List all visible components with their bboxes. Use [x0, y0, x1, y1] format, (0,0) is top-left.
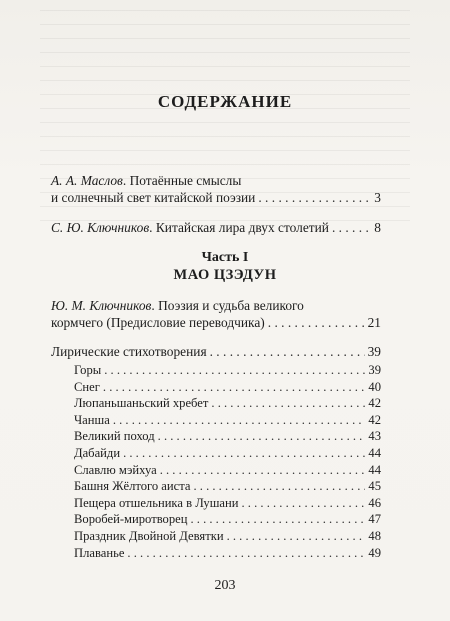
part-name: МАО ЦЗЭДУН: [173, 267, 277, 283]
dot-leader: [113, 412, 366, 429]
poem-item: [74, 462, 381, 479]
poem-item: [74, 379, 381, 396]
poem-item: [74, 362, 381, 379]
dot-leader: [158, 428, 366, 445]
poem-page: 46: [368, 495, 381, 510]
poem-page: 44: [368, 462, 381, 477]
poem-page: 48: [368, 528, 381, 543]
dot-leader: [242, 495, 366, 512]
poem-page: 42: [368, 396, 381, 411]
poem-title: Башня Жёлтого аиста: [74, 479, 191, 494]
poem-list: [74, 362, 381, 561]
toc-entry-maslov: [51, 172, 381, 206]
toc-page-number: 3: [374, 190, 381, 205]
toc-entry-klyuchnikov: [51, 219, 381, 236]
toc-entry-line: [51, 314, 381, 331]
dot-leader: [268, 314, 365, 331]
toc-page-number: 39: [367, 344, 381, 359]
poem-title: Горы: [74, 363, 102, 377]
poem-title: Славлю мэйхуа: [74, 462, 157, 477]
poem-item: [74, 445, 381, 462]
dot-leader: [210, 343, 365, 360]
toc-entry-line: [51, 297, 381, 314]
toc-page-number: 8: [374, 220, 381, 235]
poem-title: Пещера отшельника в Лушани: [74, 495, 239, 510]
poem-page: 47: [368, 512, 381, 527]
dot-leader: [258, 189, 371, 206]
dot-leader: [211, 395, 365, 412]
poem-item: [74, 428, 381, 445]
toc-entry-line: [51, 189, 381, 206]
poem-title: Праздник Двойной Девятки: [74, 528, 224, 543]
toc-entry-first-line: А. А. Маслов. Потаённые смыслы: [51, 173, 242, 188]
dot-leader: [190, 511, 365, 528]
poem-item: [74, 528, 381, 545]
poem-item: [74, 545, 381, 562]
toc-title-cont: кормчего (Предисловие переводчика): [51, 315, 265, 330]
dot-leader: [103, 379, 366, 396]
dot-leader: [332, 219, 371, 236]
toc-page-number: 21: [367, 315, 381, 330]
toc-author: А. А. Маслов: [51, 173, 123, 188]
poem-item: [74, 395, 381, 412]
poem-page: 45: [368, 479, 381, 494]
toc-title-cont: и солнечный свет китайской поэзии: [51, 190, 256, 205]
toc-entry-first-line: Ю. М. Ключников. Поэзия и судьба великого: [51, 298, 304, 313]
poem-title: Снег: [74, 379, 100, 394]
toc-entry-preface: [51, 297, 381, 331]
toc-author: С. Ю. Ключников: [51, 220, 150, 235]
poem-page: 43: [368, 429, 381, 444]
dot-leader: [160, 462, 366, 479]
toc-title: Китайская лира двух столетий: [155, 220, 329, 235]
page-number: 203: [214, 578, 236, 593]
poem-page: 42: [368, 412, 381, 427]
poem-page: 49: [368, 545, 381, 560]
poem-title: Плаванье: [74, 545, 125, 560]
poem-title: Воробей-миротворец: [74, 512, 188, 527]
poem-item: [74, 412, 381, 429]
toc-entry-line: [51, 172, 381, 189]
toc-entry-line: [51, 343, 381, 360]
toc-entry-line: [51, 219, 381, 236]
poem-item: [74, 495, 381, 512]
section-title: Лирические стихотворения: [51, 344, 207, 359]
poem-page: 40: [368, 379, 381, 394]
toc-title: Потаённые смыслы: [129, 173, 242, 188]
poem-page: 44: [368, 445, 381, 460]
page-title: СОДЕРЖАНИЕ: [157, 92, 293, 111]
dot-leader: [227, 528, 366, 545]
toc-author: Ю. М. Ключников: [51, 298, 152, 313]
toc-section-lyrics: [51, 343, 381, 360]
toc-entry-text: С. Ю. Ключников. Китайская лира двух столетий: [51, 220, 329, 235]
poem-title: Великий поход: [74, 429, 155, 444]
dot-leader: [127, 545, 365, 562]
dot-leader: [104, 362, 365, 379]
part-number: Часть I: [201, 250, 249, 265]
poem-title: Дабайди: [74, 445, 121, 460]
poem-title: Люпаньшаньский хребет: [74, 396, 209, 411]
dot-leader: [123, 445, 365, 462]
dot-leader: [193, 478, 365, 495]
toc-title: Поэзия и судьба великого: [158, 298, 304, 313]
poem-title: Чанша: [74, 412, 110, 427]
poem-page: 39: [368, 363, 381, 377]
poem-item: [74, 511, 381, 528]
poem-item: [74, 478, 381, 495]
